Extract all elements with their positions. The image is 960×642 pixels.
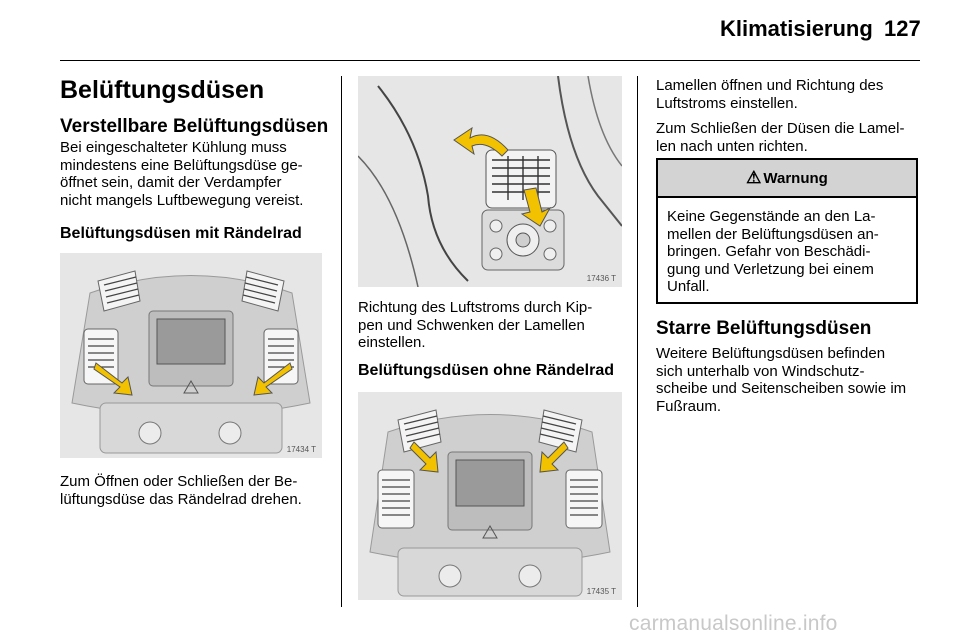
lamellen-paragraph: Lamellen öffnen und Richtung des Luftstroms einstellen. bbox=[656, 77, 884, 112]
section-title: Belüftungsdüsen bbox=[60, 76, 265, 104]
column-divider bbox=[637, 76, 638, 607]
watermark: carmanualsonline.info bbox=[629, 612, 838, 635]
warning-triangle-icon: ⚠ bbox=[746, 168, 762, 187]
subheading-thumbwheel: Belüftungsdüsen mit Rändelrad bbox=[60, 225, 302, 242]
caption-paragraph: Zum Öffnen oder Schließen der Be- lüftungsdüse das Rändelrad drehen. bbox=[60, 473, 302, 508]
header-rule bbox=[60, 60, 920, 61]
figure-no-thumbwheel-vents bbox=[358, 392, 622, 600]
figure-code: 17436 T bbox=[586, 274, 616, 283]
airflow-paragraph: Richtung des Luftstroms durch Kip- pen und Schwenken der Lamellen einstellen. bbox=[358, 299, 593, 352]
fixed-vents-paragraph: Weitere Belüftungsdüsen befinden sich unterhalb von Windschutz- scheibe und Seitenscheiben sowie im Fußraum. bbox=[656, 345, 907, 415]
page-number: 127 bbox=[884, 16, 921, 41]
figure-thumbwheel-vents bbox=[60, 253, 322, 458]
warning-title: Warnung bbox=[763, 169, 828, 187]
column-divider bbox=[341, 76, 342, 607]
section-title-fixed-vents: Starre Belüftungsdüsen bbox=[656, 318, 872, 339]
warning-header bbox=[658, 160, 916, 198]
subheading-no-thumbwheel: Belüftungsdüsen ohne Rändelrad bbox=[358, 362, 615, 379]
warning-body: Keine Gegenstände an den La- mellen der Belüftungsdüsen an- bringen. Gefahr von Beschädi- gung und Verletzung bei einem Unfall. bbox=[667, 208, 879, 296]
intro-paragraph: Bei eingeschalteter Kühlung muss mindestens eine Belüftungsdüse ge- öffnet sein, damit der Verdampfer nicht mangels Luftbewegung vereist. bbox=[60, 139, 304, 209]
closing-paragraph: Zum Schließen der Düsen die Lamel- len nach unten richten. bbox=[656, 120, 905, 155]
figure-code: 17435 T bbox=[586, 587, 616, 596]
figure-code: 17434 T bbox=[286, 445, 316, 454]
warning-box bbox=[656, 158, 918, 304]
subsection-title: Verstellbare Belüftungsdüsen bbox=[60, 116, 329, 137]
chapter-title: Klimatisierung bbox=[720, 16, 873, 41]
figure-side-vent bbox=[358, 76, 622, 287]
